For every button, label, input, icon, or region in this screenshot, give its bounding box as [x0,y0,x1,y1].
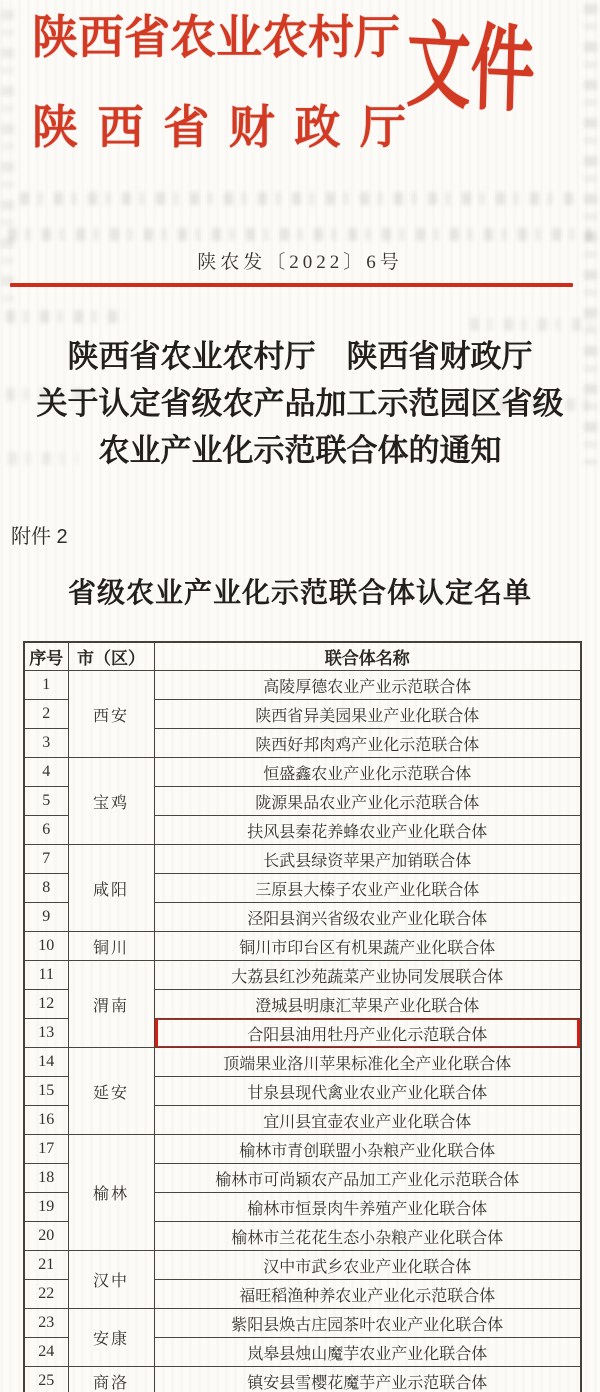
consortium-name-cell [154,671,581,700]
consortium-name-cell [154,990,581,1019]
consortium-name-cell [154,1164,581,1193]
region-cell: 安康 [68,1309,154,1367]
consortium-name-cell [154,845,581,874]
column-header-number: 序号 [24,642,68,671]
table-header-row [24,642,581,671]
row-number-cell: 6 [24,816,68,845]
red-divider-line [10,283,573,287]
row-number-cell: 24 [24,1338,68,1367]
table-row [24,671,581,700]
row-number-cell: 17 [24,1135,68,1164]
consortium-name: 福旺稻渔种养农业产业化示范联合体 [239,1287,496,1305]
row-number-cell: 8 [24,874,68,903]
consortium-name: 澄城县明康汇苹果产业化联合体 [255,997,480,1015]
consortium-name: 岚皋县烛山魔芋农业产业化联合体 [247,1345,488,1363]
roster-table-title: 省级农业产业化示范联合体认定名单 [67,577,532,608]
bleedthrough-smudge [8,228,592,241]
roster-table-container [23,641,580,1392]
consortium-name: 宜川县宜壶农业产业化联合体 [263,1113,472,1131]
document-mark: 文件 [405,14,536,125]
consortium-name: 陇源果品农业产业化示范联合体 [255,794,480,812]
row-number-cell: 20 [24,1222,68,1251]
consortium-name: 汉中市武乡农业产业化联合体 [263,1258,472,1276]
consortium-name: 陕西省异美园果业产业化联合体 [255,707,480,725]
table-row [24,1135,581,1164]
consortium-name-cell [154,1309,581,1338]
region-cell: 榆林 [68,1135,154,1251]
consortium-name-cell [154,787,581,816]
row-number-cell: 19 [24,1193,68,1222]
table-row [24,758,581,787]
consortium-name-cell [154,1048,581,1077]
row-number-cell: 10 [24,932,68,961]
row-number-cell: 23 [24,1309,68,1338]
consortium-name: 榆林市兰花花生态小杂粮产业化联合体 [231,1229,504,1247]
roster-table-body [24,671,581,1392]
notice-title-line3: 农业产业化示范联合体的通知 [98,433,502,468]
consortium-name-cell [154,729,581,758]
row-number-cell: 16 [24,1106,68,1135]
consortium-name-cell [154,1338,581,1367]
letterhead [32,4,406,162]
bleedthrough-smudge [20,192,575,205]
column-header-region: 市（区） [68,642,154,671]
consortium-name: 恒盛鑫农业产业化示范联合体 [263,765,472,783]
agency-name-line2: 陕西省财政厅 [32,102,406,153]
consortium-name-cell [154,932,581,961]
attachment-label: 附件 2 [11,526,68,548]
region-cell: 西安 [68,671,154,758]
consortium-name: 泾阳县润兴省级农业产业化联合体 [247,910,488,928]
table-row [24,1251,581,1280]
row-number-cell: 7 [24,845,68,874]
region-cell: 铜川 [68,932,154,961]
consortium-name: 扶风县秦花养蜂农业产业化联合体 [247,823,488,841]
table-row [24,932,581,961]
consortium-name-cell [154,874,581,903]
row-number-cell: 25 [24,1367,68,1392]
region-cell: 咸阳 [68,845,154,932]
document-number: 陕农发〔2022〕6号 [197,252,403,273]
notice-title-line2: 关于认定省级农产品加工示范园区省级 [36,386,564,421]
consortium-name-cell [154,903,581,932]
consortium-name-cell [154,1077,581,1106]
consortium-name-cell [154,1193,581,1222]
consortium-name-cell [154,1135,581,1164]
consortium-name-cell [154,1106,581,1135]
consortium-name: 榆林市青创联盟小杂粮产业化联合体 [239,1142,496,1160]
region-cell: 商洛 [68,1367,154,1392]
consortium-name: 长武县绿资苹果产加销联合体 [263,852,472,870]
row-number-cell: 14 [24,1048,68,1077]
consortium-name: 合阳县油用牡丹产业化示范联合体 [247,1026,488,1044]
bleedthrough-smudge [6,310,126,323]
notice-title-line1: 陕西省农业农村厅 陕西省财政厅 [67,339,533,374]
consortium-name: 榆林市恒景肉牛养殖产业化联合体 [247,1200,488,1218]
consortium-name-cell [154,1280,581,1309]
region-cell: 延安 [68,1048,154,1135]
table-row [24,1309,581,1338]
row-number-cell: 9 [24,903,68,932]
table-row [24,1048,581,1077]
row-number-cell: 11 [24,961,68,990]
consortium-name-cell [154,700,581,729]
notice-title [0,333,600,474]
consortium-name-cell [154,758,581,787]
row-number-cell: 4 [24,758,68,787]
row-number-cell: 5 [24,787,68,816]
consortium-name-cell-highlighted [154,1019,581,1048]
consortium-name-cell [154,816,581,845]
consortium-name: 铜川市印台区有机果蔬产业化联合体 [239,939,496,957]
row-number-cell: 18 [24,1164,68,1193]
consortium-name: 高陵厚德农业产业示范联合体 [263,678,472,696]
consortium-name: 镇安县雪樱花魔芋产业示范联合体 [247,1374,488,1392]
table-row [24,1367,581,1392]
consortium-name-cell [154,1222,581,1251]
bleedthrough-smudge [470,318,592,331]
row-number-cell: 2 [24,700,68,729]
consortium-name: 大荔县红沙苑蔬菜产业协同发展联合体 [231,968,504,986]
row-number-cell: 15 [24,1077,68,1106]
consortium-name-cell [154,961,581,990]
row-number-cell: 13 [24,1019,68,1048]
agency-name-line1: 陕西省农业农村厅 [32,12,400,63]
consortium-name-cell [154,1251,581,1280]
roster-table [23,641,582,1392]
column-header-consortium: 联合体名称 [154,642,581,671]
consortium-name: 榆林市可尚颖农产品加工产业化示范联合体 [215,1171,520,1189]
table-row [24,845,581,874]
region-cell: 汉中 [68,1251,154,1309]
table-row [24,961,581,990]
consortium-name: 甘泉县现代禽业农业产业化联合体 [247,1084,488,1102]
consortium-name: 顶端果业洛川苹果标准化全产业化联合体 [223,1055,512,1073]
row-number-cell: 12 [24,990,68,1019]
row-number-cell: 1 [24,671,68,700]
consortium-name: 紫阳县焕古庄园茶叶农业产业化联合体 [231,1316,504,1334]
row-number-cell: 3 [24,729,68,758]
consortium-name: 陕西好邦肉鸡产业化示范联合体 [255,736,480,754]
region-cell: 渭南 [68,961,154,1048]
consortium-name: 三原县大榛子农业产业化联合体 [255,881,480,899]
row-number-cell: 21 [24,1251,68,1280]
region-cell: 宝鸡 [68,758,154,845]
consortium-name-cell [154,1367,581,1392]
row-number-cell: 22 [24,1280,68,1309]
